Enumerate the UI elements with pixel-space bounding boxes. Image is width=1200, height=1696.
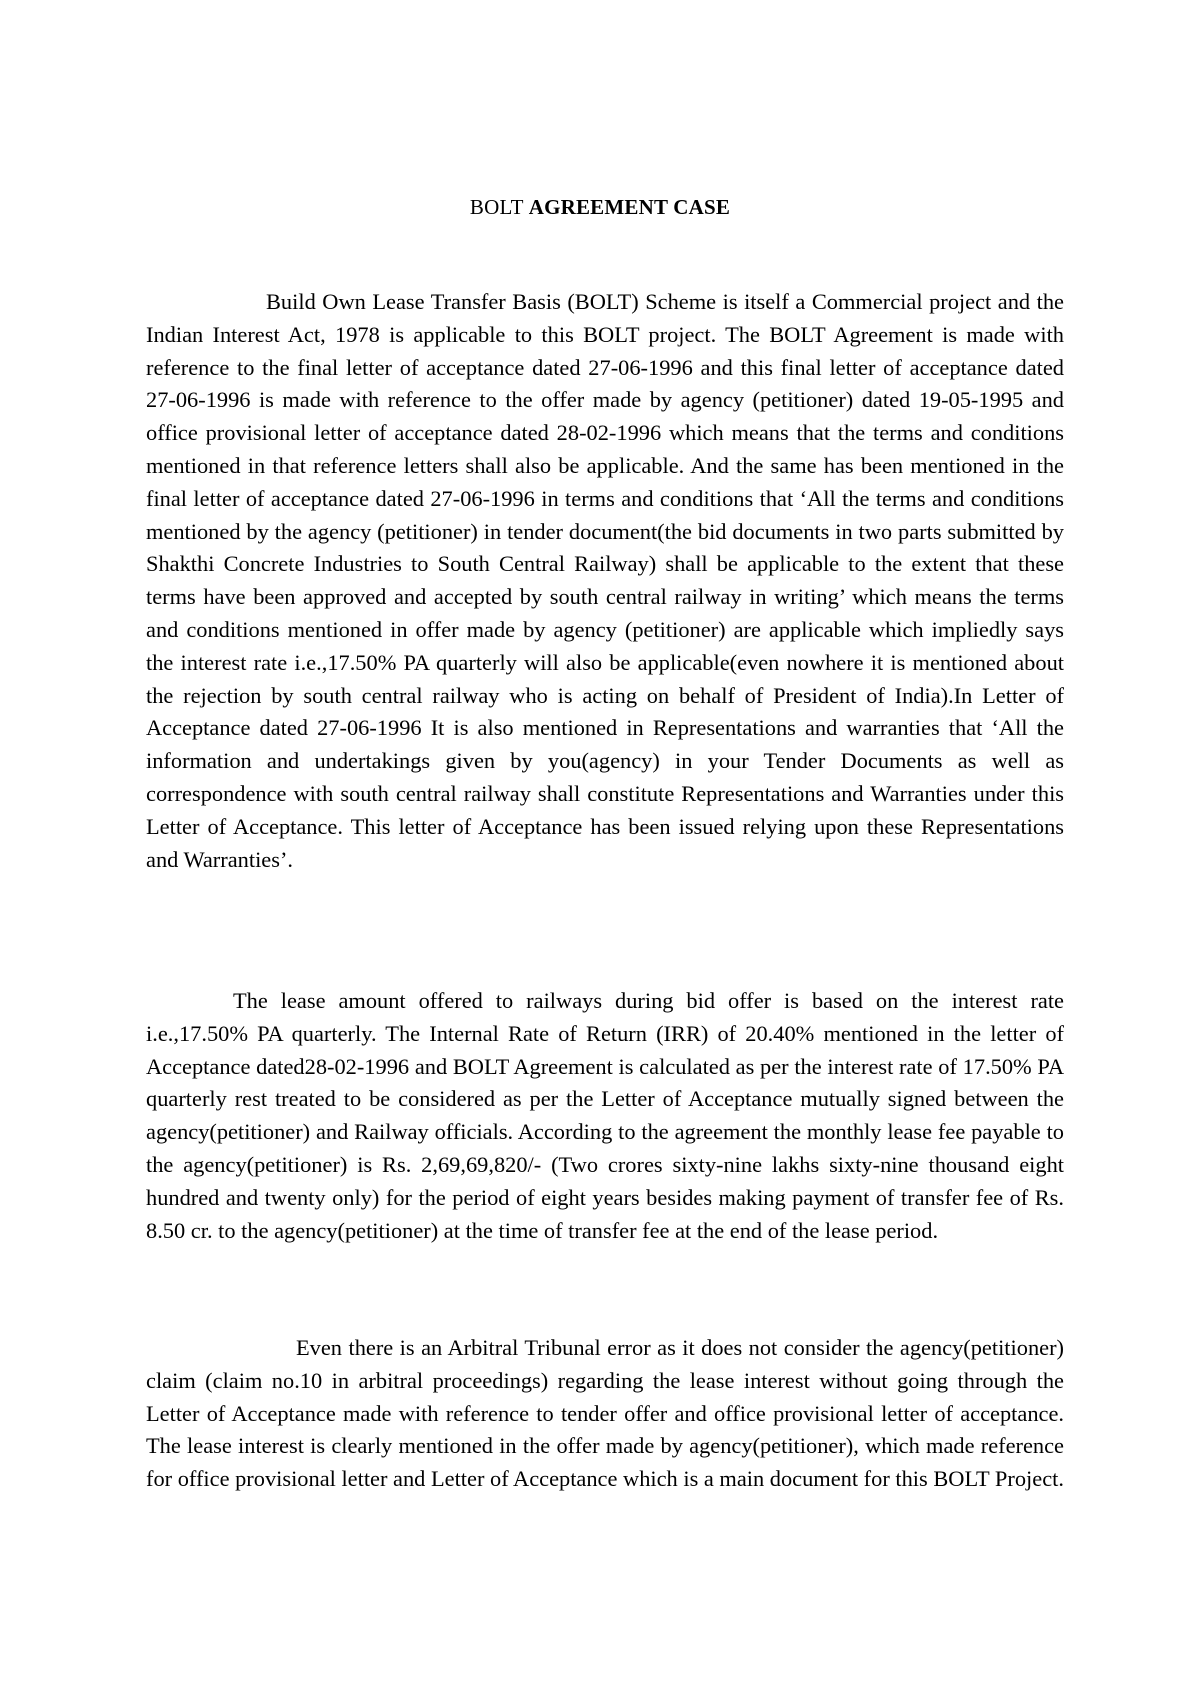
paragraph-3-block: [146, 1332, 1064, 1496]
paragraph-2: The lease amount offered to railways during bid offer is based on the interest rate i.e.,17.50% PA quarterly. The Internal Rate of Return (IRR) of 20.40% mentioned in the letter of Acceptance dated28-02-1996 and BOLT Agreement is calculated as per the interest rate of 17.50% PA quarterly rest treated to be considered as per the Letter of Acceptance mutually signed between the agency(petitioner) and Railway officials. According to the agreement the monthly lease fee payable to the agency(petitioner) is Rs. 2,69,69,820/- (Two crores sixty-nine lakhs sixty-nine thousand eight hundred and twenty only) for the period of eight years besides making payment of transfer fee of Rs. 8.50 cr. to the agency(petitioner) at the time of transfer fee at the end of the lease period.: [146, 988, 1064, 1243]
title-main: AGREEMENT CASE: [528, 195, 731, 219]
paragraph-2-block: [146, 985, 1064, 1247]
paragraph-1: Build Own Lease Transfer Basis (BOLT) Scheme is itself a Commercial project and the Indian Interest Act, 1978 is applicable to this BOLT project. The BOLT Agreement is made with reference to the final letter of acceptance dated 27-06-1996 and this final letter of acceptance dated 27-06-1996 is made with reference to the offer made by agency (petitioner) dated 19-05-1995 and office provisional letter of acceptance dated 28-02-1996 which means that the terms and conditions mentioned in that reference letters shall also be applicable. And the same has been mentioned in the final letter of acceptance dated 27-06-1996 in terms and conditions that ‘All the terms and conditions mentioned by the agency (petitioner) in tender document(the bid documents in two parts submitted by Shakthi Concrete Industries to South Central Railway) shall be applicable to the extent that these terms have been approved and accepted by south central railway in writing’ which means the terms and conditions mentioned in offer made by agency (petitioner) are applicable which impliedly says the interest rate i.e.,17.50% PA quarterly will also be applicable(even nowhere it is mentioned about the rejection by south central railway who is acting on behalf of President of India).In Letter of Acceptance dated 27-06-1996 It is also mentioned in Representations and warranties that ‘All the information and undertakings given by you(agency) in your Tender Documents as well as correspondence with south central railway shall constitute Representations and Warranties under this Letter of Acceptance. This letter of Acceptance has been issued relying upon these Representations and Warranties’.: [146, 289, 1064, 872]
document-title: [0, 193, 1200, 221]
paragraph-3: Even there is an Arbitral Tribunal error as it does not consider the agency(petitioner) claim (claim no.10 in arbitral proceedings) regarding the lease interest without going through the Letter of Acceptance made with reference to tender offer and office provisional letter of acceptance. The lease interest is clearly mentioned in the offer made by agency(petitioner), which made reference for office provisional letter and Letter of Acceptance which is a main document for this BOLT Project.: [146, 1335, 1064, 1492]
paragraph-1-block: [146, 286, 1064, 876]
title-prefix: BOLT: [469, 195, 524, 219]
